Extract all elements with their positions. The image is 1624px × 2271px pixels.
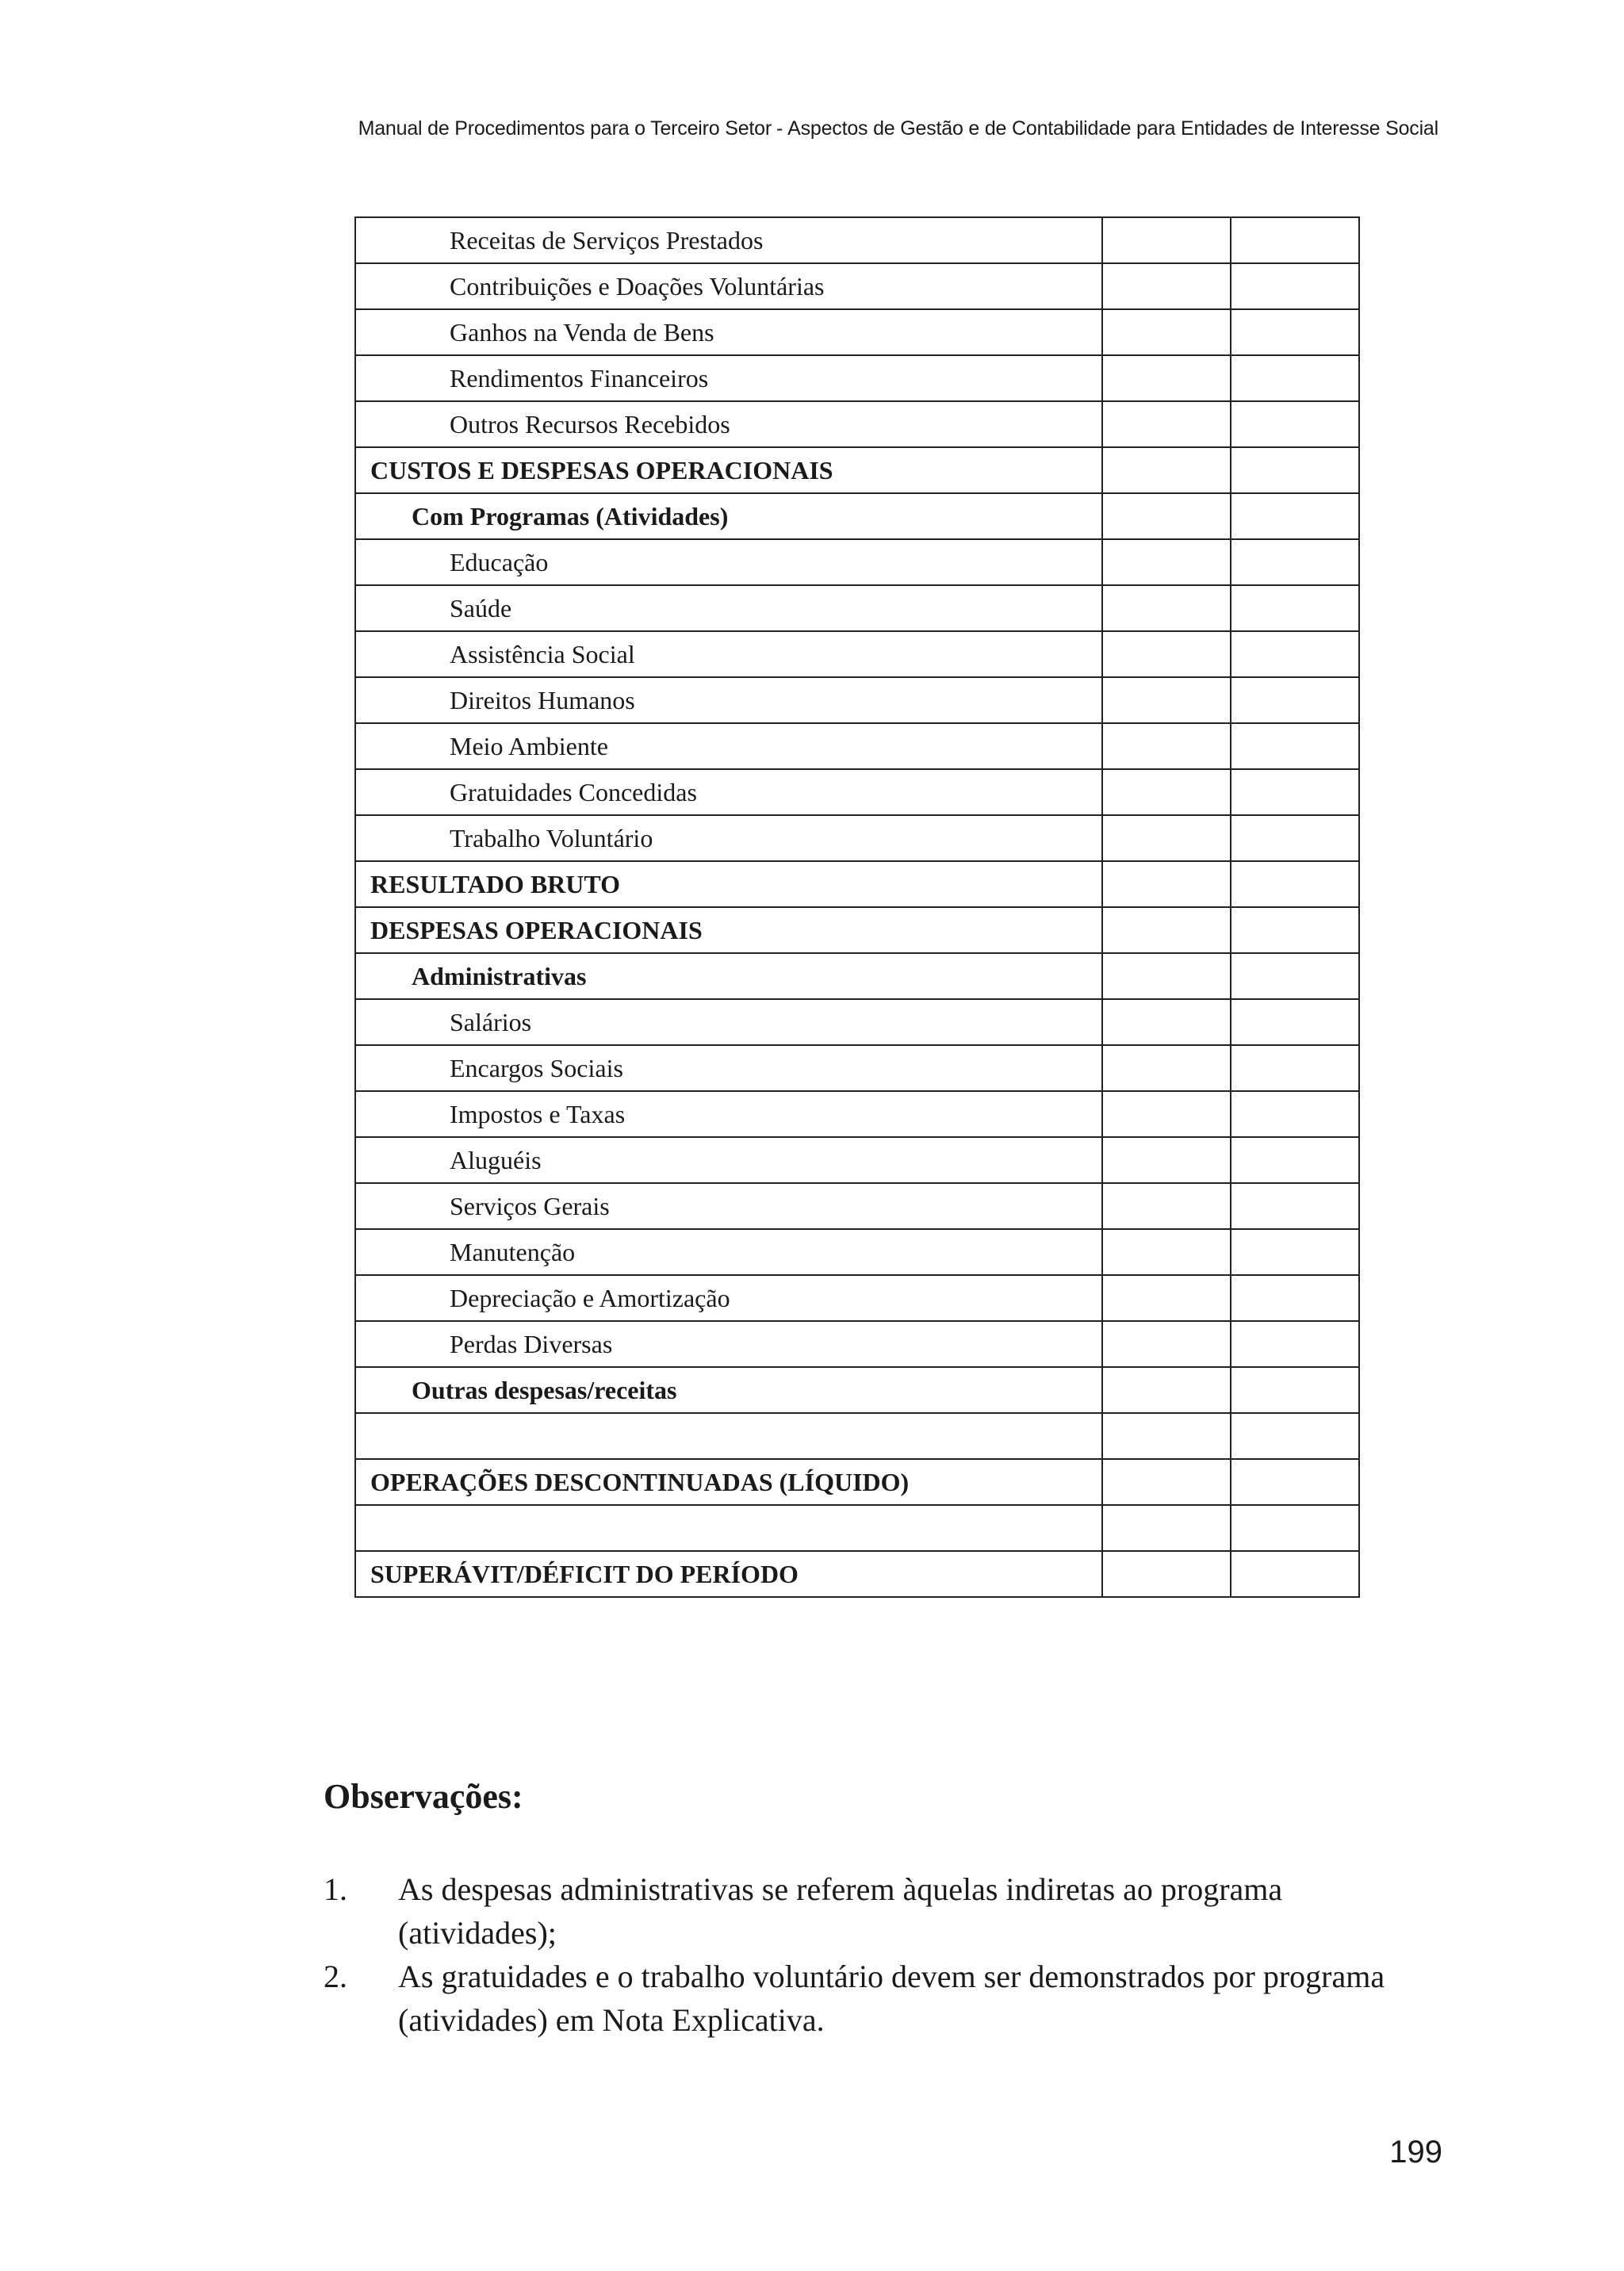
value-cell — [1231, 1137, 1359, 1183]
table-row — [355, 539, 1359, 585]
row-label-cell — [355, 1091, 1102, 1137]
value-cell — [1102, 1045, 1231, 1091]
row-label: Trabalho Voluntário — [450, 823, 653, 852]
row-label: Encargos Sociais — [450, 1053, 623, 1082]
value-cell — [1231, 539, 1359, 585]
row-label: Educação — [450, 547, 549, 576]
value-cell — [1231, 309, 1359, 355]
row-label-cell — [355, 217, 1102, 263]
value-cell — [1102, 1459, 1231, 1505]
value-cell — [1231, 493, 1359, 539]
table-row — [355, 1275, 1359, 1321]
row-label: Com Programas (Atividades) — [412, 501, 729, 530]
row-label: Salários — [450, 1007, 532, 1036]
table-row — [355, 953, 1359, 999]
value-cell — [1102, 815, 1231, 861]
value-cell — [1102, 1091, 1231, 1137]
observation-text: As gratuidades e o trabalho voluntário devem ser demonstrados por programa (atividades) em Nota Explicativa. — [398, 1959, 1385, 2038]
header-title-bold: Manual de Procedimentos para o Terceiro Setor — [358, 117, 772, 140]
row-label-cell — [355, 999, 1102, 1045]
row-label-cell — [355, 1229, 1102, 1275]
value-cell — [1231, 723, 1359, 769]
row-label-cell — [355, 677, 1102, 723]
row-label-cell — [355, 723, 1102, 769]
table-row — [355, 1183, 1359, 1229]
table-row — [355, 1459, 1359, 1505]
table-row — [355, 907, 1359, 953]
value-cell — [1231, 355, 1359, 401]
row-label-cell — [355, 401, 1102, 447]
observations-title: Observações: — [324, 1777, 523, 1816]
value-cell — [1231, 1275, 1359, 1321]
table-row — [355, 999, 1359, 1045]
value-cell — [1102, 631, 1231, 677]
running-header — [358, 117, 1438, 140]
row-label-cell — [355, 1183, 1102, 1229]
table-row — [355, 1413, 1359, 1459]
row-label-cell — [355, 953, 1102, 999]
value-cell — [1102, 539, 1231, 585]
table-row — [355, 631, 1359, 677]
value-cell — [1102, 447, 1231, 493]
observation-item — [324, 1955, 1442, 2042]
value-cell — [1102, 723, 1231, 769]
value-cell — [1102, 1367, 1231, 1413]
value-cell — [1102, 1505, 1231, 1551]
table-row — [355, 401, 1359, 447]
statement-table-body — [355, 217, 1359, 1597]
row-label-cell — [355, 1551, 1102, 1597]
row-label-cell — [355, 769, 1102, 815]
observation-text: As despesas administrativas se referem àquelas indiretas ao programa (atividades); — [398, 1871, 1283, 1951]
page-number: 199 — [1389, 2135, 1442, 2170]
row-label: Manutenção — [450, 1237, 576, 1266]
row-label: RESULTADO BRUTO — [370, 869, 621, 898]
row-label: Administrativas — [412, 961, 587, 990]
value-cell — [1231, 631, 1359, 677]
table-row — [355, 769, 1359, 815]
row-label: Aluguéis — [450, 1145, 542, 1174]
table-row — [355, 309, 1359, 355]
value-cell — [1102, 217, 1231, 263]
table-row — [355, 493, 1359, 539]
row-label: OPERAÇÕES DESCONTINUADAS (LÍQUIDO) — [370, 1467, 910, 1496]
row-label-cell — [355, 355, 1102, 401]
row-label-cell — [355, 539, 1102, 585]
row-label: Depreciação e Amortização — [450, 1283, 730, 1312]
row-label: Direitos Humanos — [450, 685, 635, 714]
row-label: Impostos e Taxas — [450, 1099, 626, 1128]
row-label: Receitas de Serviços Prestados — [450, 225, 764, 255]
table-row — [355, 1229, 1359, 1275]
header-title-rest: Aspectos de Gestão e de Contabilidade para Entidades de Interesse Social — [787, 117, 1438, 140]
row-label: Assistência Social — [450, 639, 635, 668]
row-label: Ganhos na Venda de Bens — [450, 317, 714, 347]
row-label-cell — [355, 493, 1102, 539]
value-cell — [1102, 861, 1231, 907]
table-row — [355, 585, 1359, 631]
value-cell — [1231, 1321, 1359, 1367]
row-label: SUPERÁVIT/DÉFICIT DO PERÍODO — [370, 1559, 799, 1588]
row-label-cell — [355, 1413, 1102, 1459]
row-label-cell — [355, 585, 1102, 631]
value-cell — [1231, 217, 1359, 263]
value-cell — [1102, 999, 1231, 1045]
value-cell — [1102, 907, 1231, 953]
table-row — [355, 263, 1359, 309]
row-label-cell — [355, 1321, 1102, 1367]
value-cell — [1231, 953, 1359, 999]
row-label-cell — [355, 1367, 1102, 1413]
value-cell — [1102, 493, 1231, 539]
value-cell — [1231, 401, 1359, 447]
value-cell — [1102, 1321, 1231, 1367]
value-cell — [1231, 1045, 1359, 1091]
row-label-cell — [355, 907, 1102, 953]
value-cell — [1102, 1275, 1231, 1321]
row-label: Saúde — [450, 593, 512, 622]
value-cell — [1102, 355, 1231, 401]
value-cell — [1231, 1505, 1359, 1551]
row-label: Outros Recursos Recebidos — [450, 409, 730, 438]
value-cell — [1102, 1551, 1231, 1597]
value-cell — [1102, 1183, 1231, 1229]
value-cell — [1231, 1091, 1359, 1137]
table-row — [355, 1505, 1359, 1551]
value-cell — [1231, 263, 1359, 309]
value-cell — [1231, 769, 1359, 815]
value-cell — [1231, 677, 1359, 723]
observation-number: 2. — [324, 1959, 347, 1994]
row-label: Outras despesas/receitas — [412, 1375, 677, 1404]
row-label-cell — [355, 631, 1102, 677]
row-label: Meio Ambiente — [450, 731, 608, 760]
value-cell — [1231, 1183, 1359, 1229]
table-row — [355, 1321, 1359, 1367]
statement-table — [354, 216, 1360, 1598]
table-row — [355, 861, 1359, 907]
row-label: Contribuições e Doações Voluntárias — [450, 271, 825, 301]
value-cell — [1231, 815, 1359, 861]
value-cell — [1102, 1137, 1231, 1183]
value-cell — [1102, 769, 1231, 815]
observation-number: 1. — [324, 1871, 347, 1907]
value-cell — [1102, 263, 1231, 309]
table-row — [355, 723, 1359, 769]
header-separator: - — [776, 117, 783, 140]
table-row — [355, 1551, 1359, 1597]
row-label-cell — [355, 1045, 1102, 1091]
value-cell — [1231, 1459, 1359, 1505]
observations-list — [324, 1867, 1442, 2042]
value-cell — [1102, 677, 1231, 723]
table-row — [355, 355, 1359, 401]
row-label-cell — [355, 1137, 1102, 1183]
value-cell — [1231, 585, 1359, 631]
value-cell — [1231, 1551, 1359, 1597]
table-row — [355, 447, 1359, 493]
row-label-cell — [355, 1505, 1102, 1551]
table-row — [355, 217, 1359, 263]
row-label-cell — [355, 815, 1102, 861]
observation-item — [324, 1867, 1442, 1955]
table-row — [355, 815, 1359, 861]
row-label-cell — [355, 1459, 1102, 1505]
row-label: Serviços Gerais — [450, 1191, 610, 1220]
value-cell — [1102, 1229, 1231, 1275]
row-label-cell — [355, 861, 1102, 907]
value-cell — [1102, 1413, 1231, 1459]
value-cell — [1231, 1367, 1359, 1413]
value-cell — [1231, 447, 1359, 493]
table-row — [355, 1367, 1359, 1413]
value-cell — [1231, 907, 1359, 953]
value-cell — [1102, 309, 1231, 355]
row-label-cell — [355, 447, 1102, 493]
row-label: DESPESAS OPERACIONAIS — [370, 915, 703, 944]
value-cell — [1231, 999, 1359, 1045]
row-label-cell — [355, 263, 1102, 309]
value-cell — [1231, 1229, 1359, 1275]
row-label: Gratuidades Concedidas — [450, 777, 697, 806]
row-label-cell — [355, 309, 1102, 355]
value-cell — [1102, 953, 1231, 999]
table-row — [355, 1137, 1359, 1183]
value-cell — [1231, 1413, 1359, 1459]
row-label-cell — [355, 1275, 1102, 1321]
table-row — [355, 1045, 1359, 1091]
table-row — [355, 1091, 1359, 1137]
row-label: Rendimentos Financeiros — [450, 363, 709, 393]
value-cell — [1102, 585, 1231, 631]
row-label: CUSTOS E DESPESAS OPERACIONAIS — [370, 455, 833, 484]
value-cell — [1231, 861, 1359, 907]
table-row — [355, 677, 1359, 723]
value-cell — [1102, 401, 1231, 447]
row-label: Perdas Diversas — [450, 1329, 613, 1358]
